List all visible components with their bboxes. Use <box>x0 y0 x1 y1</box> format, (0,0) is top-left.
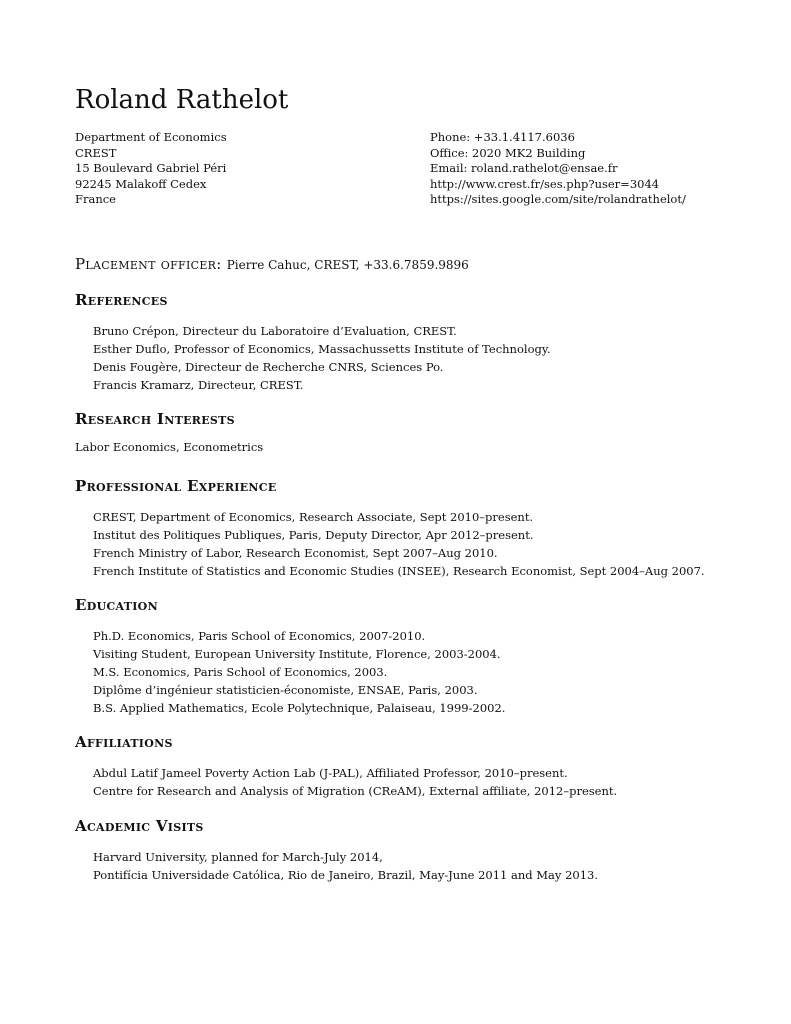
phone: Phone: +33.1.4117.6036 <box>430 130 575 144</box>
section-title: Affiliations <box>75 733 173 751</box>
list-item: French Ministry of Labor, Research Economist, Sept 2007–Aug 2010. <box>93 546 498 560</box>
references-section <box>75 291 755 394</box>
placement-value: Pierre Cahuc, CREST, +33.6.7859.9896 <box>226 258 469 272</box>
affiliations-list <box>75 764 755 800</box>
list-item: Visiting Student, European University Institute, Florence, 2003-2004. <box>93 647 501 661</box>
list-item: French Institute of Statistics and Economic Studies (INSEE), Research Economist, Sept 2004–Aug 2007. <box>93 564 705 578</box>
list-item: Esther Duflo, Professor of Economics, Massachussetts Institute of Technology. <box>93 342 551 356</box>
section-title: Education <box>75 596 158 614</box>
visits-section <box>75 817 755 884</box>
education-list <box>75 627 755 717</box>
address-line: France <box>75 192 116 207</box>
experience-list <box>75 508 755 580</box>
cv-name: Roland Rathelot <box>75 85 289 115</box>
list-item: Bruno Crépon, Directeur du Laboratoire d’Evaluation, CREST. <box>93 324 457 338</box>
list-item: Pontifícia Universidade Católica, Rio de Janeiro, Brazil, May-June 2011 and May 2013. <box>93 868 598 882</box>
office: Office: 2020 MK2 Building <box>430 145 586 160</box>
list-item: Denis Fougère, Directeur de Recherche CNRS, Sciences Po. <box>93 360 444 374</box>
email: Email: roland.rathelot@ensae.fr <box>430 161 618 176</box>
list-item: Institut des Politiques Publiques, Paris, Deputy Director, Apr 2012–present. <box>93 528 534 542</box>
section-title: Professional Experience <box>75 477 277 495</box>
address-line: Department of Economics <box>75 130 227 144</box>
list-item: Harvard University, planned for March-July 2014, <box>93 850 383 864</box>
address-block <box>75 130 227 208</box>
research-section <box>75 410 755 456</box>
references-list <box>75 322 755 394</box>
list-item: Abdul Latif Jameel Poverty Action Lab (J-PAL), Affiliated Professor, 2010–present. <box>93 766 568 780</box>
list-item: Ph.D. Economics, Paris School of Economics, 2007-2010. <box>93 629 426 643</box>
address-line: 92245 Malakoff Cedex <box>75 176 207 191</box>
address-line: 15 Boulevard Gabriel Péri <box>75 161 227 176</box>
research-text: Labor Economics, Econometrics <box>75 440 264 454</box>
crest-url: http://www.crest.fr/ses.php?user=3044 <box>430 176 660 191</box>
list-item: Diplôme d’ingénieur statisticien-économiste, ENSAE, Paris, 2003. <box>93 683 478 697</box>
address-line: CREST <box>75 145 117 160</box>
placement-label: Placement officer: <box>75 255 222 273</box>
section-title: References <box>75 291 168 309</box>
visits-list <box>75 848 755 884</box>
section-title: Academic Visits <box>75 817 204 835</box>
personal-website-url: https://sites.google.com/site/rolandrathelot/ <box>430 192 686 207</box>
section-title: Research Interests <box>75 410 235 428</box>
list-item: M.S. Economics, Paris School of Economics, 2003. <box>93 665 388 679</box>
list-item: Centre for Research and Analysis of Migration (CReAM), External affiliate, 2012–present. <box>93 784 618 798</box>
education-section <box>75 596 755 717</box>
placement-officer <box>75 254 755 273</box>
list-item: B.S. Applied Mathematics, Ecole Polytechnique, Palaiseau, 1999-2002. <box>93 701 506 715</box>
contact-block <box>430 130 686 208</box>
experience-section <box>75 477 755 580</box>
list-item: Francis Kramarz, Directeur, CREST. <box>93 378 304 392</box>
list-item: CREST, Department of Economics, Research Associate, Sept 2010–present. <box>93 510 534 524</box>
affiliations-section <box>75 733 755 800</box>
